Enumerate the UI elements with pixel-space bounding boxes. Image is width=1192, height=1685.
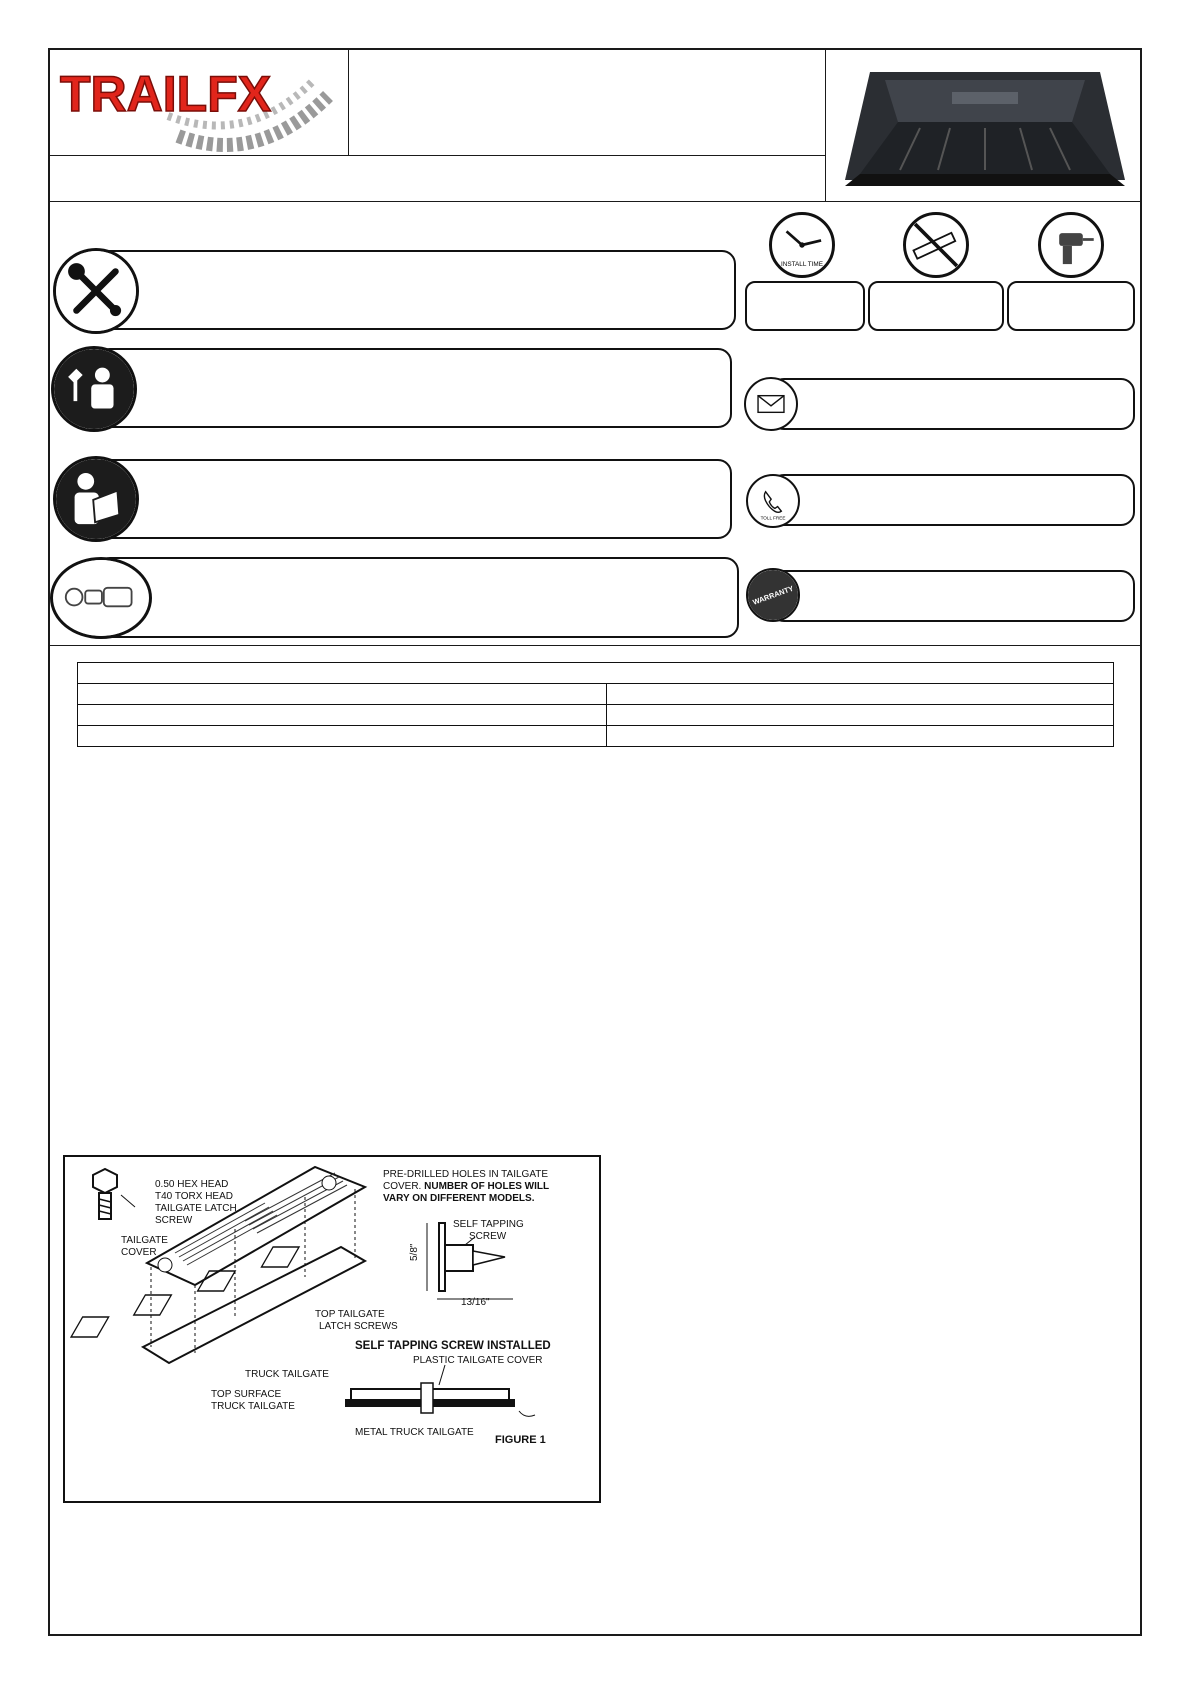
read-instructions-box (96, 459, 732, 539)
table-row (78, 663, 1114, 684)
logo-cell-divider (348, 48, 349, 156)
top-surface-callout: TRUCK TAILGATE (211, 1401, 295, 1412)
latch-screws-callout: TOP TAILGATE (315, 1309, 385, 1320)
drill-icon (1038, 212, 1104, 278)
tools-required-box (96, 250, 736, 330)
figure-label: FIGURE 1 (495, 1434, 546, 1446)
read-instructions-icon (53, 456, 139, 542)
figure-1 (63, 1155, 601, 1503)
socket-wrench-icon (50, 557, 152, 639)
no-cutting-icon (903, 212, 969, 278)
latch-screws-callout: LATCH SCREWS (319, 1321, 398, 1332)
email-contact-box (770, 378, 1135, 430)
professional-install-box (96, 348, 732, 428)
table-cell (607, 726, 1114, 747)
logo-wordmark: TRAILFX (60, 66, 272, 122)
hex-head-callout: SCREW (155, 1215, 193, 1226)
hex-head-callout: TAILGATE LATCH (155, 1203, 237, 1214)
install-time-label: INSTALL TIME (781, 260, 823, 268)
icons-bottom-rule (48, 645, 1142, 646)
warranty-label: WARRANTY (751, 583, 795, 607)
top-surface-callout: TOP SURFACE (211, 1389, 282, 1400)
table-cell (78, 705, 607, 726)
trailfx-logo (58, 56, 340, 154)
metal-tailgate-callout: METAL TRUCK TAILGATE (355, 1427, 474, 1438)
warranty-box (770, 570, 1135, 622)
installed-title: SELF TAPPING SCREW INSTALLED (355, 1340, 551, 1352)
table-row (78, 726, 1114, 747)
clock-icon (769, 212, 835, 278)
installed-cross-section (345, 1365, 535, 1416)
table-row (78, 684, 1114, 705)
tools-icon (53, 248, 139, 334)
hex-head-callout: 0.50 HEX HEAD (155, 1179, 229, 1190)
self-tapping-callout: SCREW (469, 1231, 507, 1242)
fitment-table (77, 662, 1114, 747)
tollfree-contact-box (770, 474, 1135, 526)
table-cell (78, 684, 607, 705)
table-cell (78, 726, 607, 747)
predrilled-callout: VARY ON DIFFERENT MODELS. (383, 1193, 535, 1204)
cutting-required-box (868, 281, 1004, 331)
truck-tailgate-callout: TRUCK TAILGATE (245, 1369, 329, 1380)
dimension-width: 13/16" (461, 1297, 490, 1308)
tailgate-cover-callout: COVER (121, 1247, 157, 1258)
truck-tailgate-illustration (71, 1189, 365, 1363)
plastic-cover-callout: PLASTIC TAILGATE COVER (413, 1355, 543, 1366)
table-row (78, 705, 1114, 726)
install-time-box (745, 281, 865, 331)
header-bottom-rule (48, 201, 1142, 202)
photo-cell-divider (825, 48, 826, 202)
self-tapping-callout: SELF TAPPING (453, 1219, 524, 1230)
tollfree-label: TOLL FREE (760, 515, 786, 521)
table-cell (78, 663, 1114, 684)
mechanic-instructions-icon (51, 346, 137, 432)
product-photo (840, 62, 1130, 192)
dimension-height: 5/8" (409, 1243, 420, 1261)
envelope-icon (744, 377, 798, 431)
hex-head-callout: T40 TORX HEAD (155, 1191, 233, 1202)
header-divider (48, 155, 826, 156)
predrilled-callout: COVER. NUMBER OF HOLES WILL (383, 1181, 550, 1192)
hex-screw-illustration (93, 1169, 135, 1219)
table-cell (607, 705, 1114, 726)
warranty-icon (746, 568, 800, 622)
predrilled-callout: PRE-DRILLED HOLES IN TAILGATE (383, 1169, 549, 1180)
phone-icon (746, 474, 800, 528)
table-cell (607, 684, 1114, 705)
drilling-required-box (1007, 281, 1135, 331)
torque-specs-box (96, 557, 739, 638)
tailgate-cover-callout: TAILGATE (121, 1235, 168, 1246)
